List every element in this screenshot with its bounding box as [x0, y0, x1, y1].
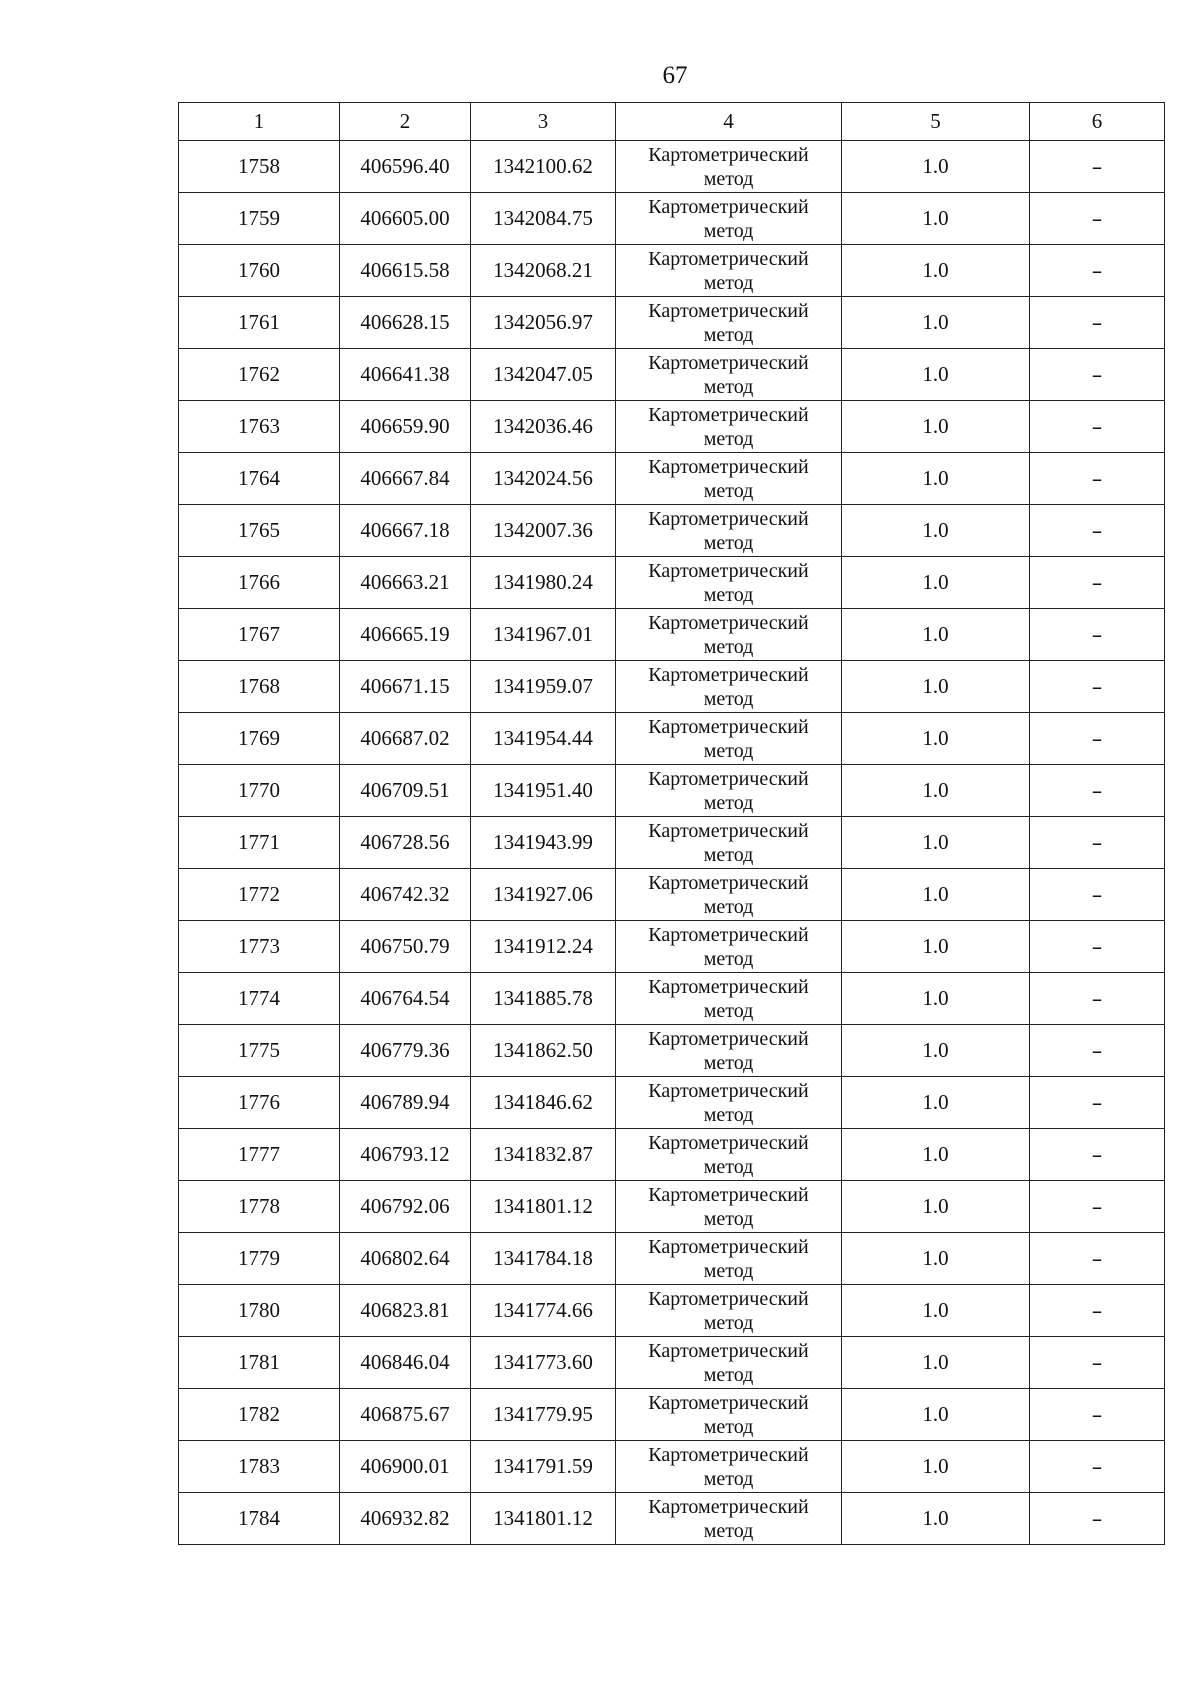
method-line-1: Картометрический [648, 715, 809, 738]
table-row [179, 1233, 1165, 1285]
point-number-cell: 1758 [179, 141, 340, 193]
method-line-1: Картометрический [648, 1495, 809, 1518]
y-coordinate-cell: 1341912.24 [471, 921, 616, 973]
method-line-2: метод [703, 427, 754, 450]
column-header-5: 5 [842, 103, 1030, 141]
x-coordinate-cell: 406793.12 [340, 1129, 471, 1181]
method-line-1: Картометрический [648, 1287, 809, 1310]
x-coordinate-cell: 406846.04 [340, 1337, 471, 1389]
method-cell [616, 1493, 842, 1545]
method-text [648, 455, 808, 503]
point-number-cell: 1765 [179, 505, 340, 557]
method-line-1: Картометрический [648, 455, 809, 478]
note-cell: – [1030, 921, 1165, 973]
table-row [179, 1129, 1165, 1181]
method-cell [616, 1181, 842, 1233]
x-coordinate-cell: 406596.40 [340, 141, 471, 193]
table-header-row [179, 103, 1165, 141]
method-text [648, 767, 808, 815]
method-cell [616, 609, 842, 661]
method-line-1: Картометрический [648, 975, 809, 998]
x-coordinate-cell: 406641.38 [340, 349, 471, 401]
method-line-1: Картометрический [648, 767, 809, 790]
table-row [179, 1493, 1165, 1545]
accuracy-cell: 1.0 [842, 297, 1030, 349]
accuracy-cell: 1.0 [842, 817, 1030, 869]
table-row [179, 297, 1165, 349]
y-coordinate-cell: 1341954.44 [471, 713, 616, 765]
point-number-cell: 1769 [179, 713, 340, 765]
point-number-cell: 1761 [179, 297, 340, 349]
method-line-2: метод [703, 947, 754, 970]
method-line-2: метод [703, 1051, 754, 1074]
point-number-cell: 1783 [179, 1441, 340, 1493]
table-row [179, 1025, 1165, 1077]
method-line-1: Картометрический [648, 195, 809, 218]
method-line-1: Картометрический [648, 611, 809, 634]
note-cell: – [1030, 245, 1165, 297]
y-coordinate-cell: 1341951.40 [471, 765, 616, 817]
method-line-1: Картометрический [648, 1391, 809, 1414]
method-cell [616, 1337, 842, 1389]
y-coordinate-cell: 1341801.12 [471, 1493, 616, 1545]
method-line-1: Картометрический [648, 663, 809, 686]
table-row [179, 453, 1165, 505]
method-line-1: Картометрический [648, 1183, 809, 1206]
x-coordinate-cell: 406742.32 [340, 869, 471, 921]
method-line-2: метод [703, 219, 754, 242]
method-cell [616, 349, 842, 401]
point-number-cell: 1766 [179, 557, 340, 609]
point-number-cell: 1776 [179, 1077, 340, 1129]
method-text [648, 1183, 808, 1231]
x-coordinate-cell: 406709.51 [340, 765, 471, 817]
accuracy-cell: 1.0 [842, 713, 1030, 765]
accuracy-cell: 1.0 [842, 1337, 1030, 1389]
point-number-cell: 1773 [179, 921, 340, 973]
point-number-cell: 1774 [179, 973, 340, 1025]
method-text [648, 1131, 808, 1179]
method-line-2: метод [703, 583, 754, 606]
x-coordinate-cell: 406792.06 [340, 1181, 471, 1233]
method-cell [616, 817, 842, 869]
accuracy-cell: 1.0 [842, 869, 1030, 921]
note-cell: – [1030, 713, 1165, 765]
method-cell [616, 193, 842, 245]
table-row [179, 1077, 1165, 1129]
method-cell [616, 401, 842, 453]
accuracy-cell: 1.0 [842, 505, 1030, 557]
y-coordinate-cell: 1341791.59 [471, 1441, 616, 1493]
note-cell: – [1030, 1389, 1165, 1441]
method-line-1: Картометрический [648, 507, 809, 530]
note-cell: – [1030, 1441, 1165, 1493]
method-cell [616, 1285, 842, 1337]
method-line-2: метод [703, 323, 754, 346]
note-cell: – [1030, 1337, 1165, 1389]
table-row [179, 193, 1165, 245]
method-text [648, 1027, 808, 1075]
method-text [648, 1443, 808, 1491]
method-line-1: Картометрический [648, 1079, 809, 1102]
x-coordinate-cell: 406665.19 [340, 609, 471, 661]
method-line-1: Картометрический [648, 247, 809, 270]
method-cell [616, 713, 842, 765]
method-text [648, 871, 808, 919]
point-number-cell: 1781 [179, 1337, 340, 1389]
method-cell [616, 869, 842, 921]
accuracy-cell: 1.0 [842, 1441, 1030, 1493]
y-coordinate-cell: 1341927.06 [471, 869, 616, 921]
table-row [179, 817, 1165, 869]
y-coordinate-cell: 1341801.12 [471, 1181, 616, 1233]
accuracy-cell: 1.0 [842, 765, 1030, 817]
x-coordinate-cell: 406667.18 [340, 505, 471, 557]
method-line-2: метод [703, 895, 754, 918]
point-number-cell: 1764 [179, 453, 340, 505]
note-cell: – [1030, 1181, 1165, 1233]
method-line-2: метод [703, 1467, 754, 1490]
table-row [179, 1285, 1165, 1337]
note-cell: – [1030, 661, 1165, 713]
table-row [179, 141, 1165, 193]
method-line-2: метод [703, 1103, 754, 1126]
accuracy-cell: 1.0 [842, 1233, 1030, 1285]
method-cell [616, 1077, 842, 1129]
method-cell [616, 1389, 842, 1441]
table-row [179, 505, 1165, 557]
x-coordinate-cell: 406663.21 [340, 557, 471, 609]
point-number-cell: 1771 [179, 817, 340, 869]
method-line-2: метод [703, 1259, 754, 1282]
note-cell: – [1030, 1493, 1165, 1545]
method-text [648, 663, 808, 711]
method-text [648, 1391, 808, 1439]
table-row [179, 921, 1165, 973]
method-line-1: Картометрический [648, 559, 809, 582]
x-coordinate-cell: 406628.15 [340, 297, 471, 349]
y-coordinate-cell: 1341959.07 [471, 661, 616, 713]
method-line-1: Картометрический [648, 1027, 809, 1050]
method-line-2: метод [703, 1363, 754, 1386]
table-row [179, 661, 1165, 713]
y-coordinate-cell: 1342007.36 [471, 505, 616, 557]
method-line-1: Картометрический [648, 1235, 809, 1258]
y-coordinate-cell: 1341846.62 [471, 1077, 616, 1129]
point-number-cell: 1784 [179, 1493, 340, 1545]
x-coordinate-cell: 406687.02 [340, 713, 471, 765]
method-text [648, 1287, 808, 1335]
method-line-2: метод [703, 1155, 754, 1178]
method-text [648, 923, 808, 971]
note-cell: – [1030, 973, 1165, 1025]
method-line-1: Картометрический [648, 403, 809, 426]
method-text [648, 247, 808, 295]
note-cell: – [1030, 349, 1165, 401]
point-number-cell: 1782 [179, 1389, 340, 1441]
accuracy-cell: 1.0 [842, 401, 1030, 453]
y-coordinate-cell: 1342036.46 [471, 401, 616, 453]
y-coordinate-cell: 1342024.56 [471, 453, 616, 505]
note-cell: – [1030, 297, 1165, 349]
method-text [648, 403, 808, 451]
accuracy-cell: 1.0 [842, 1493, 1030, 1545]
method-line-1: Картометрический [648, 299, 809, 322]
method-line-1: Картометрический [648, 871, 809, 894]
accuracy-cell: 1.0 [842, 245, 1030, 297]
method-line-1: Картометрический [648, 351, 809, 374]
method-cell [616, 921, 842, 973]
table-row [179, 765, 1165, 817]
method-line-2: метод [703, 791, 754, 814]
method-text [648, 975, 808, 1023]
method-line-1: Картометрический [648, 1339, 809, 1362]
y-coordinate-cell: 1341885.78 [471, 973, 616, 1025]
note-cell: – [1030, 401, 1165, 453]
method-line-2: метод [703, 1311, 754, 1334]
y-coordinate-cell: 1342047.05 [471, 349, 616, 401]
y-coordinate-cell: 1341943.99 [471, 817, 616, 869]
note-cell: – [1030, 141, 1165, 193]
accuracy-cell: 1.0 [842, 1285, 1030, 1337]
y-coordinate-cell: 1341784.18 [471, 1233, 616, 1285]
y-coordinate-cell: 1342056.97 [471, 297, 616, 349]
method-text [648, 507, 808, 555]
x-coordinate-cell: 406728.56 [340, 817, 471, 869]
point-number-cell: 1772 [179, 869, 340, 921]
point-number-cell: 1778 [179, 1181, 340, 1233]
method-line-1: Картометрический [648, 1131, 809, 1154]
y-coordinate-cell: 1341967.01 [471, 609, 616, 661]
method-line-2: метод [703, 999, 754, 1022]
accuracy-cell: 1.0 [842, 453, 1030, 505]
point-number-cell: 1770 [179, 765, 340, 817]
method-line-1: Картометрический [648, 819, 809, 842]
note-cell: – [1030, 557, 1165, 609]
note-cell: – [1030, 1285, 1165, 1337]
note-cell: – [1030, 453, 1165, 505]
coordinates-table [178, 102, 1165, 1545]
note-cell: – [1030, 193, 1165, 245]
x-coordinate-cell: 406667.84 [340, 453, 471, 505]
column-header-6: 6 [1030, 103, 1165, 141]
method-line-2: метод [703, 1519, 754, 1542]
method-line-2: метод [703, 739, 754, 762]
method-cell [616, 1025, 842, 1077]
note-cell: – [1030, 505, 1165, 557]
point-number-cell: 1759 [179, 193, 340, 245]
point-number-cell: 1779 [179, 1233, 340, 1285]
method-cell [616, 453, 842, 505]
x-coordinate-cell: 406605.00 [340, 193, 471, 245]
accuracy-cell: 1.0 [842, 557, 1030, 609]
method-cell [616, 557, 842, 609]
x-coordinate-cell: 406764.54 [340, 973, 471, 1025]
method-line-2: метод [703, 271, 754, 294]
method-text [648, 351, 808, 399]
method-text [648, 559, 808, 607]
method-cell [616, 245, 842, 297]
method-cell [616, 973, 842, 1025]
page-number: 67 [662, 62, 688, 89]
accuracy-cell: 1.0 [842, 609, 1030, 661]
method-line-1: Картометрический [648, 923, 809, 946]
x-coordinate-cell: 406789.94 [340, 1077, 471, 1129]
point-number-cell: 1760 [179, 245, 340, 297]
y-coordinate-cell: 1342068.21 [471, 245, 616, 297]
table-row [179, 713, 1165, 765]
x-coordinate-cell: 406779.36 [340, 1025, 471, 1077]
method-line-1: Картометрический [648, 143, 809, 166]
method-cell [616, 661, 842, 713]
table-row [179, 349, 1165, 401]
method-line-2: метод [703, 167, 754, 190]
accuracy-cell: 1.0 [842, 661, 1030, 713]
method-text [648, 143, 808, 191]
method-line-2: метод [703, 687, 754, 710]
accuracy-cell: 1.0 [842, 141, 1030, 193]
table-row [179, 245, 1165, 297]
table-row [179, 1441, 1165, 1493]
table-row [179, 869, 1165, 921]
method-line-2: метод [703, 843, 754, 866]
method-cell [616, 1129, 842, 1181]
method-text [648, 715, 808, 763]
accuracy-cell: 1.0 [842, 973, 1030, 1025]
x-coordinate-cell: 406671.15 [340, 661, 471, 713]
table-row [179, 609, 1165, 661]
table-row [179, 973, 1165, 1025]
accuracy-cell: 1.0 [842, 1129, 1030, 1181]
accuracy-cell: 1.0 [842, 193, 1030, 245]
accuracy-cell: 1.0 [842, 349, 1030, 401]
table-row [179, 557, 1165, 609]
note-cell: – [1030, 765, 1165, 817]
note-cell: – [1030, 1025, 1165, 1077]
y-coordinate-cell: 1341862.50 [471, 1025, 616, 1077]
method-line-2: метод [703, 635, 754, 658]
point-number-cell: 1780 [179, 1285, 340, 1337]
point-number-cell: 1777 [179, 1129, 340, 1181]
method-cell [616, 1233, 842, 1285]
table-body [179, 141, 1165, 1545]
accuracy-cell: 1.0 [842, 1181, 1030, 1233]
method-cell [616, 765, 842, 817]
point-number-cell: 1767 [179, 609, 340, 661]
y-coordinate-cell: 1341980.24 [471, 557, 616, 609]
method-cell [616, 141, 842, 193]
method-line-2: метод [703, 1415, 754, 1438]
method-line-2: метод [703, 531, 754, 554]
x-coordinate-cell: 406875.67 [340, 1389, 471, 1441]
method-text [648, 1495, 808, 1543]
method-line-2: метод [703, 375, 754, 398]
x-coordinate-cell: 406615.58 [340, 245, 471, 297]
method-cell [616, 1441, 842, 1493]
accuracy-cell: 1.0 [842, 1077, 1030, 1129]
method-text [648, 195, 808, 243]
note-cell: – [1030, 869, 1165, 921]
table-row [179, 1181, 1165, 1233]
accuracy-cell: 1.0 [842, 1389, 1030, 1441]
point-number-cell: 1763 [179, 401, 340, 453]
y-coordinate-cell: 1342084.75 [471, 193, 616, 245]
method-text [648, 1339, 808, 1387]
x-coordinate-cell: 406932.82 [340, 1493, 471, 1545]
note-cell: – [1030, 1077, 1165, 1129]
method-cell [616, 505, 842, 557]
x-coordinate-cell: 406750.79 [340, 921, 471, 973]
x-coordinate-cell: 406802.64 [340, 1233, 471, 1285]
method-line-2: метод [703, 479, 754, 502]
method-line-1: Картометрический [648, 1443, 809, 1466]
accuracy-cell: 1.0 [842, 1025, 1030, 1077]
y-coordinate-cell: 1341773.60 [471, 1337, 616, 1389]
table-row [179, 1337, 1165, 1389]
x-coordinate-cell: 406900.01 [340, 1441, 471, 1493]
y-coordinate-cell: 1341774.66 [471, 1285, 616, 1337]
method-text [648, 1235, 808, 1283]
x-coordinate-cell: 406659.90 [340, 401, 471, 453]
column-header-3: 3 [471, 103, 616, 141]
y-coordinate-cell: 1341832.87 [471, 1129, 616, 1181]
table-row [179, 1389, 1165, 1441]
note-cell: – [1030, 817, 1165, 869]
point-number-cell: 1762 [179, 349, 340, 401]
note-cell: – [1030, 609, 1165, 661]
column-header-2: 2 [340, 103, 471, 141]
note-cell: – [1030, 1129, 1165, 1181]
accuracy-cell: 1.0 [842, 921, 1030, 973]
method-text [648, 299, 808, 347]
method-text [648, 1079, 808, 1127]
point-number-cell: 1775 [179, 1025, 340, 1077]
method-text [648, 611, 808, 659]
y-coordinate-cell: 1341779.95 [471, 1389, 616, 1441]
method-text [648, 819, 808, 867]
method-line-2: метод [703, 1207, 754, 1230]
column-header-4: 4 [616, 103, 842, 141]
y-coordinate-cell: 1342100.62 [471, 141, 616, 193]
method-cell [616, 297, 842, 349]
note-cell: – [1030, 1233, 1165, 1285]
column-header-1: 1 [179, 103, 340, 141]
x-coordinate-cell: 406823.81 [340, 1285, 471, 1337]
point-number-cell: 1768 [179, 661, 340, 713]
table-row [179, 401, 1165, 453]
